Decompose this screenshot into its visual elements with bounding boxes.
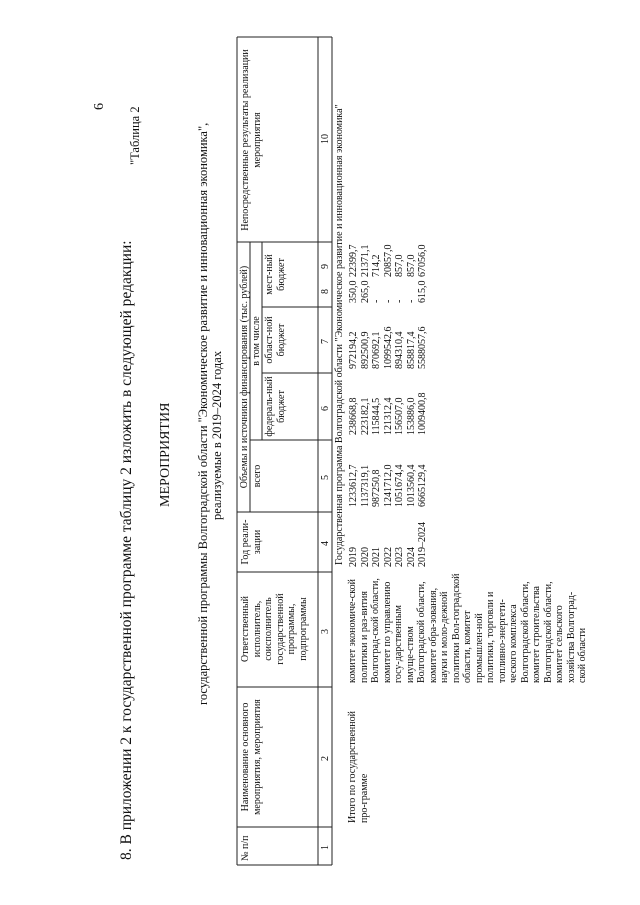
- row-year: 2020: [359, 547, 371, 567]
- row-year: 2019–2024: [417, 522, 428, 567]
- header-federal: федераль-ный бюджет: [264, 376, 287, 437]
- column-number: 6: [320, 406, 331, 411]
- row-local: -: [371, 299, 382, 303]
- column-number: 1: [320, 845, 331, 850]
- header-results: Непосредственные результаты реализации мероприятия: [240, 49, 263, 231]
- row-local: 615,0: [417, 280, 428, 303]
- document-title: МЕРОПРИЯТИЯ: [158, 402, 173, 507]
- header-total: всего: [252, 464, 263, 488]
- row-total: 1137319,1: [359, 464, 371, 507]
- row-regional: 858817,4: [405, 331, 417, 369]
- row-year: 2023: [394, 547, 405, 567]
- header-year: Год реали-зации: [240, 519, 263, 565]
- row-federal: 223182,1: [359, 397, 371, 435]
- row-extrabudget: 857,0: [394, 254, 405, 277]
- column-number: 3: [320, 629, 331, 634]
- amendment-heading: 8. В приложении 2 к государственной программе таблицу 2 изложить в следующей редакции:: [118, 240, 135, 860]
- column-number: 9: [320, 264, 331, 269]
- row-local: -: [382, 299, 394, 303]
- row-extrabudget: 67056,0: [417, 244, 428, 277]
- row-local: -: [405, 299, 417, 303]
- row-year: 2024: [405, 547, 417, 567]
- row-executor: комитет экономиче-ской политики и раз-вития Волгоград-ской области, комитет по управлению госу-дарственным имуще-ством Волгоградской области, комитет обра-зования, науки и моло-дежной политики Вол-гоградской области, комитет промышлен-ной политики, торговли и топливно-энергети-ческого комплекса Волгоградской области, комитет строительства Волгоградской области, комитет сельского хозяйства Волгоград-ской области: [347, 573, 588, 683]
- row-regional: 892500,9: [359, 331, 371, 369]
- row-federal: 156507,0: [394, 397, 405, 435]
- row-total: 1241712,0: [382, 464, 394, 507]
- row-total: 6665129,4: [417, 464, 428, 507]
- section-title: Государственная программа Волгоградской области "Экономическое развитие и инновационная экономика": [334, 104, 345, 565]
- header-volume: Объемы и источники финансирования (тыс. рублей): [239, 265, 250, 489]
- row-regional: 5588057,6: [417, 326, 428, 369]
- column-number: 8: [320, 289, 331, 294]
- row-federal: 238668,8: [348, 397, 359, 435]
- header-local: мест-ный бюджет: [264, 254, 287, 295]
- row-regional: 870692,1: [371, 331, 382, 369]
- row-year: 2022: [382, 547, 394, 567]
- row-regional: 972194,2: [348, 331, 359, 369]
- row-total: 987250,8: [371, 469, 382, 507]
- header-including: в том числе: [251, 316, 262, 366]
- row-extrabudget: 20857,0: [382, 244, 394, 277]
- row-year: 2019: [348, 547, 359, 567]
- header-name: Наименование основного мероприятия, мероприятия: [240, 699, 263, 815]
- row-local: 265,0: [359, 280, 371, 303]
- column-number: 4: [320, 541, 331, 546]
- header-executor: Ответственный исполнитель, соисполнитель государственной программы, подпрограммы: [240, 593, 309, 665]
- document-subtitle-line2: реализуемые в 2019–2024 годах: [210, 350, 224, 520]
- page-number: 6: [92, 103, 107, 110]
- column-number: 7: [320, 339, 331, 344]
- row-year: 2021: [371, 547, 382, 567]
- row-regional: 894310,4: [394, 331, 405, 369]
- row-local: 350,0: [348, 280, 359, 303]
- row-local: -: [394, 299, 405, 303]
- row-total: 1051674,4: [394, 464, 405, 507]
- row-regional: 1099542,6: [382, 326, 394, 369]
- row-extrabudget: 22399,7: [348, 244, 359, 277]
- row-total: 1013560,4: [405, 464, 417, 507]
- column-number: 2: [320, 756, 331, 761]
- row-federal: 115844,5: [371, 397, 382, 435]
- document-subtitle-line1: государственной программы Волгоградской области "Экономическое развитие и инновационная экономика",: [196, 122, 210, 705]
- column-number: 10: [320, 134, 331, 144]
- row-federal: 121312,4: [382, 397, 394, 435]
- column-number: 5: [320, 475, 331, 480]
- header-num: № п/п: [240, 835, 251, 861]
- table-reference: "Таблица 2: [128, 106, 142, 165]
- row-extrabudget: 21371,1: [359, 244, 371, 277]
- row-federal: 1009400,8: [417, 392, 428, 435]
- row-total: 1233612,7: [348, 464, 359, 507]
- row-extrabudget: 857,0: [405, 254, 417, 277]
- row-extrabudget: 714,2: [371, 254, 382, 277]
- row-federal: 153886,0: [405, 397, 417, 435]
- header-regional: област-ной бюджет: [264, 316, 287, 364]
- row-label: Итого по государственной про-грамме: [347, 711, 370, 823]
